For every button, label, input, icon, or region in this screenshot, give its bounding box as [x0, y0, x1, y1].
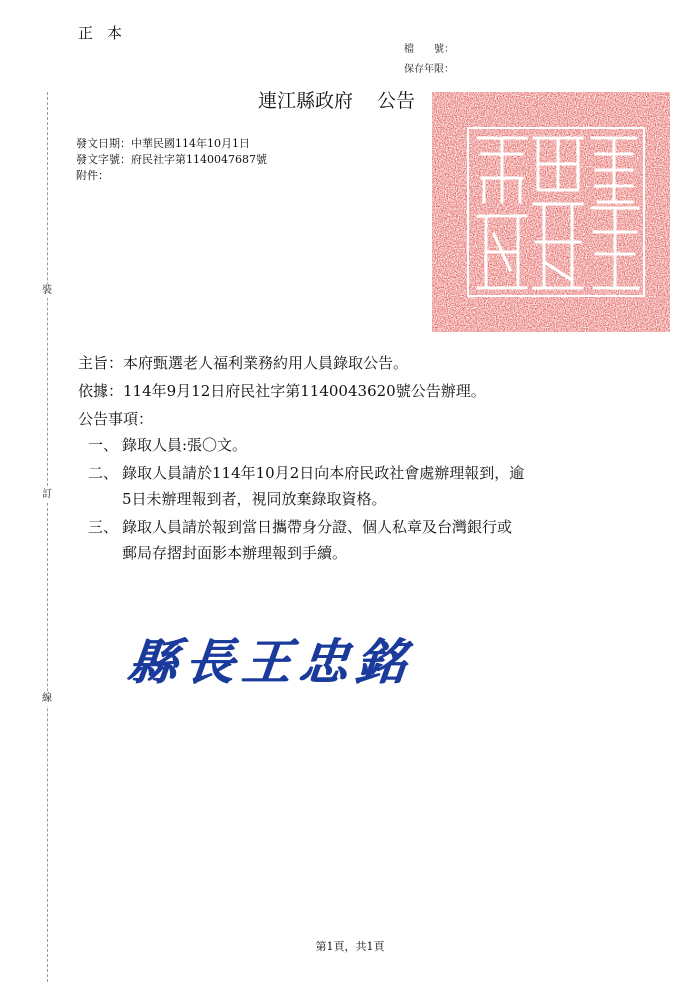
magistrate-signature: 縣長王忠銘: [124, 633, 417, 691]
item-text: 錄取人員請於報到當日攜帶身分證、個人私章及台灣銀行或: [122, 518, 513, 536]
title-org: 連江縣政府: [258, 90, 354, 112]
retention-period-label: 保存年限：: [404, 64, 454, 75]
title-type: 公告: [377, 90, 416, 112]
document-title: [258, 86, 415, 113]
item-number: 一、: [88, 436, 119, 454]
announcement-item-3: [88, 516, 512, 538]
issue-date: 發文日期：中華民國114年10月1日: [76, 137, 250, 150]
official-seal-stamp: [432, 92, 670, 332]
basis-line: 依據：114年9月12日府民社字第1140043620號公告辦理。: [78, 382, 486, 400]
page-number: 第1頁，共1頁: [315, 940, 385, 953]
attachment-label: 附件：: [76, 169, 109, 182]
file-number-label: 檔 號：: [404, 44, 454, 55]
binding-char-xian: 線: [42, 693, 52, 704]
issue-number: 發文字號：府民社字第1140047687號: [76, 153, 267, 166]
item-3-continuation: 郵局存摺封面影本辦理報到手續。: [122, 544, 348, 562]
announcement-item-1: [88, 434, 247, 456]
binding-char-zhuang: 裝: [42, 285, 52, 296]
announcement-items-heading: 公告事項：: [78, 410, 154, 428]
item-2-continuation: 5日未辦理報到者，視同放棄錄取資格。: [122, 490, 387, 508]
item-number: 二、: [88, 464, 119, 482]
binding-char-ding: 訂: [42, 489, 52, 500]
item-text: 錄取人員請於114年10月2日向本府民政社會處辦理報到，逾: [122, 464, 525, 482]
binding-line: [47, 92, 48, 982]
announcement-item-2: [88, 462, 524, 484]
subject-line: 主旨：本府甄選老人福利業務約用人員錄取公告。: [78, 354, 409, 372]
copy-mark: 正本: [78, 24, 137, 42]
seal-body: [432, 92, 670, 332]
item-text: 錄取人員:張〇文。: [122, 436, 248, 454]
item-number: 三、: [88, 518, 119, 536]
